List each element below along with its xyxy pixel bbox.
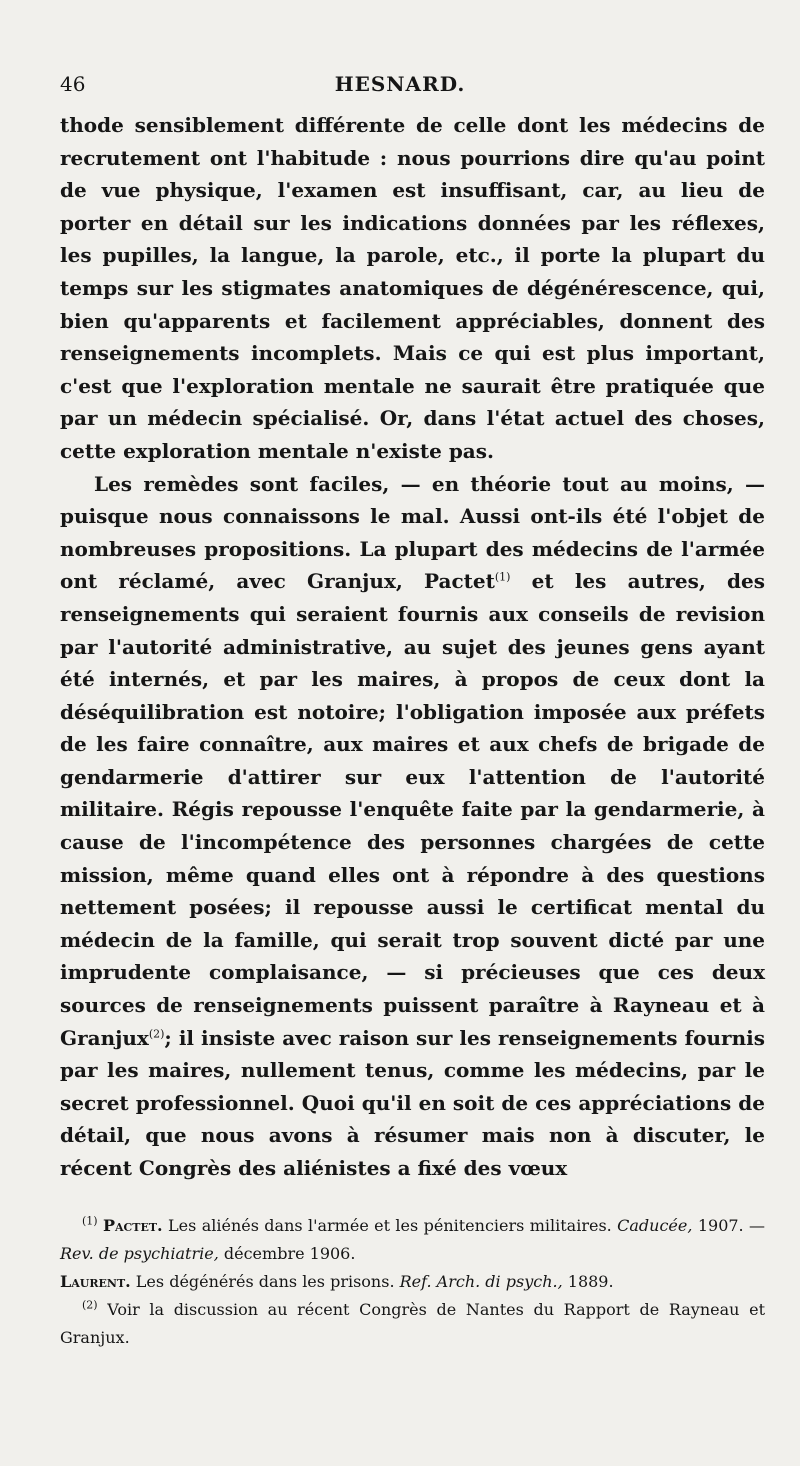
footnote-journal: Caducée, [617, 1216, 693, 1235]
footnote-1 [60, 1212, 765, 1268]
paragraph-part: Les remèdes sont faciles, — en théorie tout au moins, — puisque nous connaissons le mal. Aussi ont-ils été l'objet de nombreuses propositions. La plupart des médecins de l'armée ont réclamé, avec Granjux, Pactet [60, 471, 765, 594]
footnote-text: Voir la discussion au récent Congrès de Nantes du Rapport de Rayneau et Granjux. [60, 1300, 765, 1347]
paragraph: thode sensiblement différente de celle dont les médecins de recrutement ont l'habitude : nous pourrions dire qu'au point de vue physique, l'examen est insuffisant, car, au lieu de porter en détail sur les indications données par les réflexes, les pupilles, la langue, la parole, etc., il porte la plupart du temps sur les stigmates anatomiques de dégénérescence, qui, bien qu'apparents et facilement appréciables, donnent des renseignements incomplets. Mais ce qui est plus important, c'est que l'exploration mentale ne saurait être pratiquée que par un médecin spécialisé. Or, dans l'état actuel des choses, cette exploration mentale n'existe pas. [60, 113, 765, 463]
footnote-text: 1907. — [692, 1216, 766, 1235]
running-head: HESNARD. [334, 72, 466, 96]
footnotes [60, 1212, 765, 1352]
footnote-text: décembre 1906. [218, 1244, 356, 1263]
paragraph-part: et les autres, des renseignements qui seraient fournis aux conseils de revision par l'autorité administrative, au sujet des jeunes gens ayant été internés, et par les maires, à propos de ceux dont la déséquilibration est notoire; l'obligation imposée aux préfets de les faire connaître, aux maires et aux chefs de brigade de gendarmerie d'attirer sur eux l'attention de l'autorité militaire. Régis repousse l'enquête faite par la gendarmerie, à cause de l'incompétence des personnes chargées de cette mission, même quand elles ont à répondre à des questions nettement posées; il repousse aussi le certificat mental du médecin de la famille, qui serait trop souvent dicté par une imprudente complaisance, — si précieuses que ces deux sources de renseignements puissent paraître à Rayneau et à Granjux [60, 569, 766, 1050]
footnote-author: Laurent. [60, 1272, 131, 1291]
page-header [0, 72, 800, 102]
footnote-mark: (2) [82, 1298, 98, 1312]
page-number: 46 [60, 72, 86, 96]
footnote-journal: Ref. Arch. di psych., [399, 1272, 563, 1291]
paragraph [60, 468, 765, 1185]
footnote-2 [60, 1296, 765, 1352]
footnote-reference: (2) [148, 1026, 165, 1040]
footnote-1b [60, 1268, 765, 1296]
paragraph-part: ; il insiste avec raison sur les renseignements fournis par les maires, nullement tenus, comme les médecins, par le secret professionnel. Quoi qu'il en soit de ces appréciations de détail, que nous avons à résumer mais non à discuter, le récent Congrès des aliénistes a fixé des vœux [60, 1025, 765, 1180]
footnote-text: Les aliénés dans l'armée et les pénitenciers militaires. [162, 1216, 618, 1235]
footnote-reference: (1) [494, 570, 511, 584]
footnote-text: 1889. [562, 1272, 614, 1291]
body-text [60, 109, 765, 1185]
footnote-journal: Rev. de psychiatrie, [60, 1244, 219, 1263]
footnote-text: Les dégénérés dans les prisons. [130, 1272, 400, 1291]
footnote-mark: (1) [82, 1214, 98, 1228]
footnote-author: Pactet. [102, 1216, 163, 1235]
